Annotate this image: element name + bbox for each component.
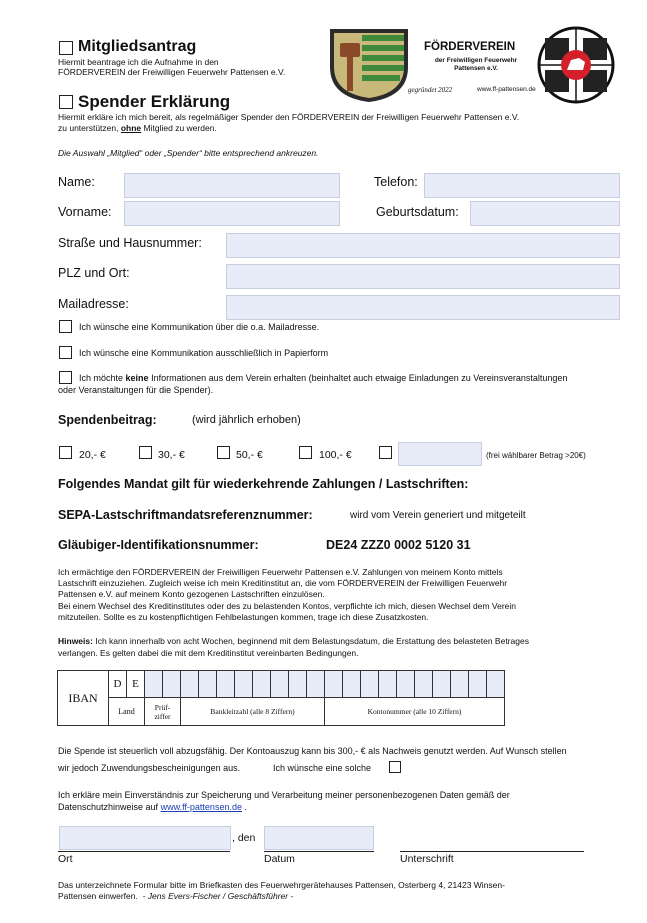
- free-amount-field[interactable]: [398, 442, 482, 466]
- iban-digit-cell[interactable]: [163, 671, 181, 698]
- amount-100-label: 100,- €: [319, 449, 352, 461]
- iban-digit-cell[interactable]: [271, 671, 289, 698]
- iban-digit-cell[interactable]: [451, 671, 469, 698]
- closing-line-2: Pattensen einwerfen. - Jens Evers-Fischer / Geschäftsführer -: [58, 891, 294, 901]
- closing-line-1: Das unterzeichnete Formular bitte im Briefkasten des Feuerwehrgerätehauses Pattensen, Osterberg 4, 21423 Winsen-: [58, 880, 505, 890]
- label-phone: Telefon:: [374, 175, 418, 189]
- date-line: [264, 851, 374, 852]
- iban-digit-cell[interactable]: [325, 671, 343, 698]
- comm-email-checkbox[interactable]: [59, 320, 72, 333]
- iban-digit-cell[interactable]: [433, 671, 451, 698]
- iban-pruef-label: Prüf- ziffer: [145, 698, 181, 726]
- iban-digit-cell[interactable]: [397, 671, 415, 698]
- iban-digit-cell[interactable]: [235, 671, 253, 698]
- iban-digit-cell[interactable]: [469, 671, 487, 698]
- iban-digit-cell[interactable]: [181, 671, 199, 698]
- donation-title: Spendenbeitrag:: [58, 413, 157, 427]
- amount-50-checkbox[interactable]: [217, 446, 230, 459]
- signature-line[interactable]: [400, 851, 584, 852]
- comm-email-label: Ich wünsche eine Kommunikation über die o.a. Mailadresse.: [79, 322, 320, 332]
- iban-digit-cell[interactable]: [145, 671, 163, 698]
- mandate-title: Folgendes Mandat gilt für wiederkehrende Zahlungen / Lastschriften:: [58, 477, 469, 491]
- iban-digit-cell[interactable]: [199, 671, 217, 698]
- auth-line-4: Bei einem Wechsel des Kreditinstitutes oder des zu belastenden Kontos, verpflichte ich mich, diesen Wechsel dem Verein: [58, 601, 516, 611]
- logo-org-sub2: Pattensen e.V.: [454, 65, 498, 72]
- comm-paper-checkbox[interactable]: [59, 346, 72, 359]
- tax-line-2: wir jedoch Zuwendungsbescheinigungen aus.: [58, 763, 241, 773]
- amount-30-label: 30,- €: [158, 449, 185, 461]
- choice-note: Die Auswahl „Mitglied“ oder „Spender“ bitte entsprechend ankreuzen.: [58, 148, 319, 158]
- firstname-field[interactable]: [124, 201, 340, 226]
- label-email: Mailadresse:: [58, 297, 129, 311]
- logo-founded: gegründet 2022: [408, 86, 453, 94]
- phone-field[interactable]: [424, 173, 620, 198]
- amount-50-label: 50,- €: [236, 449, 263, 461]
- amount-20-label: 20,- €: [79, 449, 106, 461]
- shield-logo: [328, 27, 410, 103]
- member-text-1: Hiermit beantrage ich die Aufnahme in den: [58, 57, 219, 67]
- sepa-value: wird vom Verein generiert und mitgeteilt: [350, 510, 526, 521]
- iban-konto-label: Kontonummer (alle 10 Ziffern): [325, 698, 505, 726]
- ort-label: Ort: [58, 853, 73, 865]
- member-title: Mitgliedsantrag: [78, 38, 197, 55]
- comm-paper-label: Ich wünsche eine Kommunikation ausschließlich in Papierform: [79, 348, 329, 358]
- hint-line-2: verlangen. Es gelten dabei die mit dem Kreditinstitut vereinbarten Bedingungen.: [58, 648, 359, 658]
- amount-100-checkbox[interactable]: [299, 446, 312, 459]
- logo-org-sub1: der Freiwilligen Feuerwehr: [434, 57, 518, 64]
- iban-digit-cell[interactable]: [379, 671, 397, 698]
- member-text-2: FÖRDERVEREIN der Freiwilligen Feuerwehr Pattensen e.V.: [58, 67, 286, 77]
- creditor-label: Gläubiger-Identifikationsnummer:: [58, 538, 259, 552]
- email-field[interactable]: [226, 295, 620, 320]
- free-amount-note: (frei wählbarer Betrag >20€): [486, 451, 586, 460]
- street-field[interactable]: [226, 233, 620, 258]
- iban-table: [57, 670, 505, 726]
- city-field[interactable]: [226, 264, 620, 289]
- no-info-label: Ich möchte keine Informationen aus dem Verein erhalten (beinhaltet auch etwaige Einladungen zu Vereinsveranstaltungen: [79, 373, 568, 383]
- donation-note: (wird jährlich erhoben): [192, 414, 301, 426]
- fire-brigade-emblem: [537, 26, 615, 104]
- iban-cell-e: E: [127, 671, 145, 698]
- no-info-label-cont: oder Veranstaltungen für die Spender).: [58, 385, 214, 395]
- iban-digit-cell[interactable]: [307, 671, 325, 698]
- auth-line-2: Lastschrift einzuziehen. Zugleich weise ich mein Kreditinstitut an, die vom FÖRDERVEREIN der Freiwilligen Feuerwehr: [58, 578, 508, 588]
- amount-free-checkbox[interactable]: [379, 446, 392, 459]
- label-city: PLZ und Ort:: [58, 266, 130, 280]
- label-birthdate: Geburtsdatum:: [376, 205, 459, 219]
- unterschrift-label: Unterschrift: [400, 853, 454, 865]
- iban-digit-cell[interactable]: [217, 671, 235, 698]
- iban-digit-cell[interactable]: [487, 671, 505, 698]
- iban-digit-cell[interactable]: [253, 671, 271, 698]
- iban-label: IBAN: [58, 671, 109, 726]
- label-street: Straße und Hausnummer:: [58, 236, 202, 250]
- iban-digit-cell[interactable]: [415, 671, 433, 698]
- donor-checkbox[interactable]: [59, 95, 73, 109]
- amount-20-checkbox[interactable]: [59, 446, 72, 459]
- iban-land-label: Land: [109, 698, 145, 726]
- logo-web: www.ff-pattensen.de: [477, 86, 536, 93]
- member-checkbox[interactable]: [59, 41, 73, 55]
- auth-line-1: Ich ermächtige den FÖRDERVEREIN der Freiwilligen Feuerwehr Pattensen e.V. Zahlungen von meinem Konto mittels: [58, 567, 503, 577]
- privacy-link[interactable]: www.ff-pattensen.de: [160, 802, 242, 812]
- datum-label: Datum: [264, 853, 295, 865]
- date-field[interactable]: [264, 826, 374, 850]
- amount-30-checkbox[interactable]: [139, 446, 152, 459]
- donor-title: Spender Erklärung: [78, 92, 231, 111]
- tax-line-1: Die Spende ist steuerlich voll abzugsfähig. Der Kontoauszug kann bis 300,- € als Nachweis genutzt werden. Auf Wunsch stellen: [58, 746, 567, 756]
- tax-receipt-checkbox[interactable]: [389, 761, 401, 773]
- iban-digit-cell[interactable]: [289, 671, 307, 698]
- label-name: Name:: [58, 175, 95, 189]
- auth-line-5: mitzuteilen. Sollte es zu kostenpflichtigen Fehlbelastungen kommen, trage ich diese Zusatzkosten.: [58, 612, 429, 622]
- tax-receipt-label: Ich wünsche eine solche: [273, 763, 372, 773]
- den-label: , den: [232, 832, 256, 844]
- privacy-line-1: Ich erkläre mein Einverständnis zur Speicherung und Verarbeitung meiner personenbezogenen Daten gemäß der: [58, 790, 510, 800]
- place-line: [58, 851, 230, 852]
- creditor-value: DE24 ZZZ0 0002 5120 31: [326, 538, 471, 552]
- iban-digit-cell[interactable]: [361, 671, 379, 698]
- label-firstname: Vorname:: [58, 205, 112, 219]
- hint-line-1: Hinweis: Ich kann innerhalb von acht Wochen, beginnend mit dem Belastungsdatum, die Erstattung des belasteten Betrages: [58, 636, 529, 646]
- birthdate-field[interactable]: [470, 201, 620, 226]
- logo-org-title: FÖRDERVEREIN: [424, 41, 516, 53]
- name-field[interactable]: [124, 173, 340, 198]
- iban-cell-d: D: [109, 671, 127, 698]
- donor-text-2: zu unterstützen, ohne Mitglied zu werden.: [58, 123, 217, 133]
- no-info-checkbox[interactable]: [59, 371, 72, 384]
- auth-line-3: Pattensen e.V. auf meinem Konto gezogenen Lastschriften einzulösen.: [58, 589, 325, 599]
- iban-digit-cell[interactable]: [343, 671, 361, 698]
- iban-blz-label: Bankleitzahl (alle 8 Ziffern): [181, 698, 325, 726]
- donor-text-1: Hiermit erkläre ich mich bereit, als regelmäßiger Spender den FÖRDERVEREIN der Freiwilligen Feuerwehr Pattensen e.V.: [58, 112, 520, 122]
- place-field[interactable]: [59, 826, 231, 850]
- sepa-label: SEPA-Lastschriftmandatsreferenznummer:: [58, 508, 313, 522]
- privacy-line-2: Datenschutzhinweise auf www.ff-pattensen.de .: [58, 802, 247, 812]
